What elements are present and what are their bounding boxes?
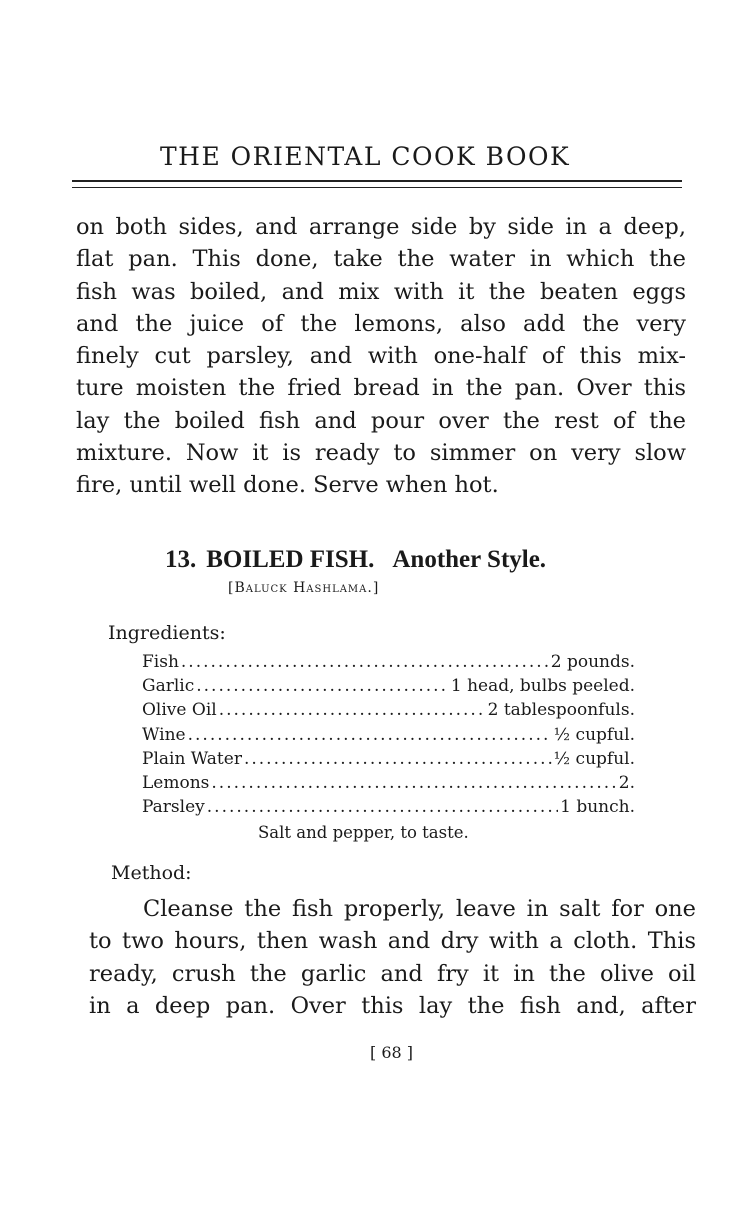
ingredient-name: Plain Water xyxy=(142,748,242,769)
ingredients-list xyxy=(142,652,635,821)
paragraph-line: fish was boiled, and mix with it the beaten eggs xyxy=(76,278,686,305)
paragraph-line: to two hours, then wash and dry with a cloth. This xyxy=(89,928,696,955)
ingredient-row xyxy=(142,773,635,797)
leader-dots xyxy=(219,700,486,720)
ingredient-row xyxy=(142,797,635,821)
ingredient-row xyxy=(142,725,635,749)
ingredient-quantity: 1 bunch. xyxy=(560,797,635,818)
recipe-number: 13. xyxy=(165,546,197,573)
paragraph-line: on both sides, and arrange side by side in a deep, xyxy=(76,214,686,240)
leader-dots xyxy=(244,749,552,769)
leader-dots xyxy=(211,773,616,793)
ingredient-quantity: ½ cupful. xyxy=(553,748,635,769)
seasoning-note: Salt and pepper, to taste. xyxy=(258,823,469,842)
recipe-name: BOILED FISH. xyxy=(206,546,375,573)
method-label: Method: xyxy=(111,862,192,884)
paragraph-line: finely cut parsley, and with one-half of this mix- xyxy=(76,343,686,370)
method-paragraph xyxy=(89,893,696,1022)
ingredients-label: Ingredients: xyxy=(108,622,226,644)
recipe-subtitle: [Baluck Hashlama.] xyxy=(228,580,380,596)
header-rule-thin xyxy=(72,187,682,188)
leader-dots xyxy=(196,676,449,696)
ingredient-quantity: 2 tablespoonfuls. xyxy=(487,700,635,721)
ingredient-row xyxy=(142,652,635,676)
recipe-alt-title: Another Style. xyxy=(392,546,547,573)
leader-dots xyxy=(207,797,558,817)
paragraph-line: Cleanse the fish properly, leave in salt for one xyxy=(143,896,696,922)
ingredient-name: Wine xyxy=(142,724,186,745)
ingredient-quantity: 1 head, bulbs peeled. xyxy=(450,676,635,697)
recipe-title xyxy=(165,546,546,574)
paragraph-line: and the juice of the lemons, also add the very xyxy=(76,310,686,337)
page-number: [ 68 ] xyxy=(370,1043,414,1062)
ingredient-quantity: 2. xyxy=(618,772,635,793)
leader-dots xyxy=(181,652,549,672)
ingredient-row xyxy=(142,749,635,773)
paragraph-line: ture moisten the fried bread in the pan. Over this xyxy=(76,375,686,402)
paragraph-line: fire, until well done. Serve when hot. xyxy=(76,472,499,499)
ingredient-name: Lemons xyxy=(142,772,210,793)
paragraph-line: in a deep pan. Over this lay the fish and, after xyxy=(89,992,696,1019)
continued-paragraph xyxy=(76,211,686,502)
ingredient-quantity: 2 pounds. xyxy=(550,652,635,672)
running-head: THE ORIENTAL COOK BOOK xyxy=(160,142,571,171)
paragraph-line: flat pan. This done, take the water in which the xyxy=(76,246,686,273)
ingredient-quantity: ½ cupful. xyxy=(553,724,635,745)
ingredient-name: Fish xyxy=(142,652,179,672)
header-rule xyxy=(72,180,682,182)
paragraph-line: mixture. Now it is ready to simmer on very slow xyxy=(76,440,686,467)
ingredient-row xyxy=(142,700,635,724)
ingredient-name: Olive Oil xyxy=(142,700,217,721)
ingredient-row xyxy=(142,676,635,700)
ingredient-name: Garlic xyxy=(142,676,195,697)
ingredient-name: Parsley xyxy=(142,797,205,818)
leader-dots xyxy=(188,725,552,745)
paragraph-line: lay the boiled fish and pour over the rest of the xyxy=(76,407,686,434)
paragraph-line: ready, crush the garlic and fry it in the olive oil xyxy=(89,960,696,987)
